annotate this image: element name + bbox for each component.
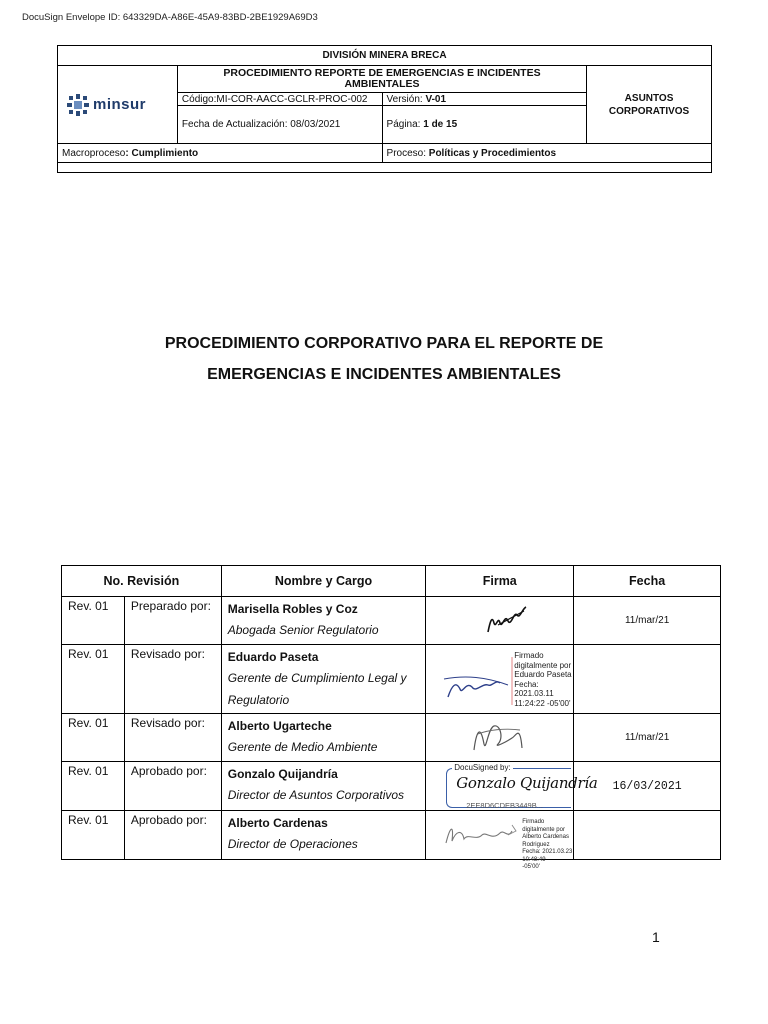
- digital-signature-note: Firmado digitalmente por Eduardo Paseta Fecha: 2021.03.11 11:24:22 -05'00': [514, 651, 572, 708]
- page-indicator: Página: 1 de 15: [382, 106, 587, 144]
- table-row: [62, 714, 721, 762]
- rev-number: Rev. 01: [62, 762, 125, 811]
- macroproceso: Macroproceso: Cumplimiento: [58, 144, 383, 163]
- header-signature: Firma: [426, 566, 574, 597]
- rev-number: Rev. 01: [62, 645, 125, 714]
- table-row: [62, 645, 721, 714]
- handwritten-signature-icon: [426, 597, 572, 641]
- person-role-continued: Regulatorio: [227, 693, 290, 707]
- rev-number: Rev. 01: [62, 811, 125, 860]
- name-role-cell: [221, 762, 426, 811]
- date-cell: [574, 645, 721, 714]
- procedure-title: PROCEDIMIENTO REPORTE DE EMERGENCIAS E INCIDENTES AMBIENTALES: [177, 66, 586, 93]
- header-date: Fecha: [574, 566, 721, 597]
- name-role-cell: [221, 811, 426, 860]
- header-revision: No. Revisión: [62, 566, 222, 597]
- handwritten-signature-icon: [426, 714, 572, 758]
- person-name: Marisella Robles y Coz: [227, 602, 358, 616]
- table-row: [62, 811, 721, 860]
- person-name: Alberto Ugarteche: [227, 719, 332, 733]
- signature-cell: [426, 645, 574, 714]
- rev-action: Preparado por:: [124, 597, 221, 645]
- docusign-id: 2EE8D6CDEB3449B...: [466, 802, 543, 810]
- date-cell: 16/03/2021: [574, 762, 721, 811]
- document-code: Código:MI-COR-AACC-GCLR-PROC-002: [177, 93, 382, 106]
- rev-action: Revisado por:: [124, 714, 221, 762]
- revision-table: [61, 565, 721, 870]
- header-name-role: Nombre y Cargo: [221, 566, 426, 597]
- document-header: [57, 45, 712, 173]
- table-row: [62, 597, 721, 645]
- rev-number: Rev. 01: [62, 714, 125, 762]
- empty-row: [58, 163, 712, 173]
- minsur-logo-icon: [66, 93, 90, 117]
- date-cell: 11/mar/21: [574, 714, 721, 762]
- person-name: Alberto Cardenas: [227, 816, 328, 830]
- name-role-cell: [221, 645, 426, 714]
- rev-action: Aprobado por:: [124, 811, 221, 860]
- name-role-cell: [221, 714, 426, 762]
- rev-action: Aprobado por:: [124, 762, 221, 811]
- digital-signature-note: Firmado digitalmente por Alberto Cardenas Rodriguez Fecha: 2021.03.23 10:48:49 -05'00': [522, 819, 573, 870]
- date-cell: 11/mar/21: [574, 597, 721, 645]
- signature-cell: [426, 597, 574, 645]
- minsur-logo-text: minsur: [93, 96, 147, 113]
- area-cell: ASUNTOS CORPORATIVOS: [587, 66, 712, 144]
- date-cell: [574, 811, 721, 860]
- name-role-cell: [221, 597, 426, 645]
- signature-cell: [426, 811, 574, 870]
- proceso: Proceso: Políticas y Procedimientos: [382, 144, 711, 163]
- rev-action: Revisado por:: [124, 645, 221, 714]
- table-row: [62, 762, 721, 811]
- signature-cell: [426, 762, 598, 811]
- person-role: Director de Operaciones: [227, 837, 358, 851]
- logo-cell: [58, 66, 178, 144]
- person-role: Abogada Senior Regulatorio: [227, 623, 379, 637]
- person-name: Gonzalo Quijandría: [227, 767, 338, 781]
- page-number: 1: [652, 929, 660, 945]
- person-role: Director de Asuntos Corporativos: [227, 788, 405, 802]
- document-version: Versión: V-01: [382, 93, 587, 106]
- person-name: Eduardo Paseta: [227, 650, 319, 664]
- update-date: Fecha de Actualización: 08/03/2021: [177, 106, 382, 144]
- signature-cell: [426, 714, 574, 762]
- rev-number: Rev. 01: [62, 597, 125, 645]
- division-name: DIVISIÓN MINERA BRECA: [58, 46, 712, 66]
- docusigned-label: DocuSigned by:: [454, 763, 511, 772]
- person-role: Gerente de Medio Ambiente: [227, 740, 378, 754]
- docusign-envelope-id: DocuSign Envelope ID: 643329DA-A86E-45A9-83BD-2BE1929A69D3: [22, 12, 318, 23]
- person-role: Gerente de Cumplimiento Legal y: [227, 671, 407, 685]
- document-title: PROCEDIMIENTO CORPORATIVO PARA EL REPORTE DE EMERGENCIAS E INCIDENTES AMBIENTALES: [164, 335, 604, 383]
- signature-script: Gonzalo Quijandría: [456, 774, 598, 792]
